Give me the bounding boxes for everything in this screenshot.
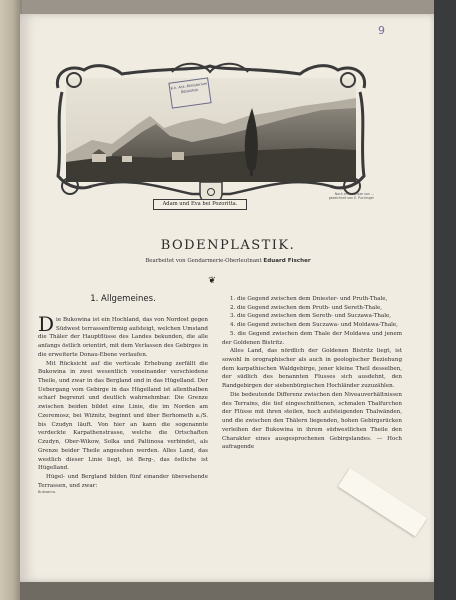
paragraph: Die bedeutende Differenz zwischen den Niveauverhältnissen des Terrains, die tief eingeschnittenen, schmalen Thalfurchen der Flüsse mit ihren steilen, hoch aufsteigenden Thalwänden, und die zwischen den Thälern liegenden, hohen Gebirgsrücken verleihen der Bukowina in ihrem südwestlichen Theile den Charakter eines ausgesprochenen Gebirgslandes. — Hoch aufragende — [222, 391, 402, 451]
landscape-vignette — [52, 58, 370, 214]
paragraph — [38, 312, 208, 360]
illustration-credit: Nach einer Skizze von ... gezeichnet von E. Puchinger — [328, 192, 374, 201]
paragraph: Hügel- und Bergland bilden fünf einander übersehende Terrassen, und zwar: — [38, 473, 208, 489]
list-item: 4. die Gegend zwischen dem Suczawa- und Moldawa-Thale, — [230, 322, 398, 329]
illustration-caption: Adam und Eva bei Pozoritta. — [153, 199, 247, 210]
byline-prefix: Bearbeitet von Gendarmerie-Oberleutnant — [145, 258, 262, 264]
section-heading: 1. Allgemeines. — [90, 294, 156, 304]
book-cover-edge — [434, 0, 456, 600]
fleuron-ornament: ❦ — [208, 276, 216, 286]
paragraph: Mit Rücksicht auf die verticale Erhebung zerfällt die Bukowina in zwei wesentlich voneinander verschiedene Theile, und zwar in das Bergland und in das Hügelland. Der Uebergang vom Gebirge in das Hügelland ist allenthalben scharf begrenzt und deutlich wahrnehmbar. Die Grenze zwischen beiden bildet eine Linie, die im Norden am Czeremosz, bei Wiżnitz, beginnt und über Berhometh a./S. bis Czudyn läuft. Von hier an kann die sogenannte verdeckte Karpathenstrasse, welche die Ortschaften Czudyn, Ober-Wikow, Solka und Paltinosa verbindet, als Grenze beider Theile angesehen werden. Alles Land, das westlich dieser Linie liegt, ist Berg-, das östliche ist Hügelland. — [38, 360, 208, 472]
byline-author: Eduard Fischer — [263, 258, 311, 264]
page-bottom-shadow — [20, 582, 434, 600]
pencil-page-number: 9 — [378, 24, 385, 37]
byline — [0, 258, 456, 264]
list-item: 1. die Gegend zwischen dem Dniester- und Pruth-Thale, — [230, 296, 388, 302]
list-item: 3. die Gegend zwischen dem Sereth- und Suczawa-Thale, — [230, 313, 392, 320]
book-spine — [0, 0, 22, 600]
left-text-column — [38, 312, 208, 490]
paragraph-text: ie Bukowina ist ein Hochland, das von Nordost gegen Südwest terrassenförmig aufsteigt, welchen Umstand die Thäler der Hauptflüsse des Landes bekunden, die alle anfangs östlich orientirt, mit dem Verlassen des Gebirges in die erweiterte Donau-Ebene verlaufen. — [38, 317, 208, 358]
right-text-column — [222, 295, 402, 452]
library-stamp: K.k. Ack.-Ministerium Bibliothek — [168, 77, 211, 108]
paragraph: Alles Land, das nördlich der Goldenen Bistritz liegt, ist sowohl in orographischer als auch in geologischer Beziehung dem karpathischen Waldgebirge, jener kleine Theil desselben, der südlich des benannten Flusses sich ausdehnt, den Randgebirgen der siebenbürgischen Hochländer zuzuzählen. — [222, 348, 402, 390]
list-item: 5. die Gegend zwischen dem Thale der Moldawa und jenem der Goldenen Bistritz. — [222, 330, 402, 346]
chapter-title: BODENPLASTIK. — [160, 238, 296, 253]
drop-cap: D — [38, 312, 55, 336]
footer-signature: Bukowina. — [38, 490, 56, 494]
list-item: 2. die Gegend zwischen dem Pruth- und Sereth-Thale, — [230, 304, 383, 311]
